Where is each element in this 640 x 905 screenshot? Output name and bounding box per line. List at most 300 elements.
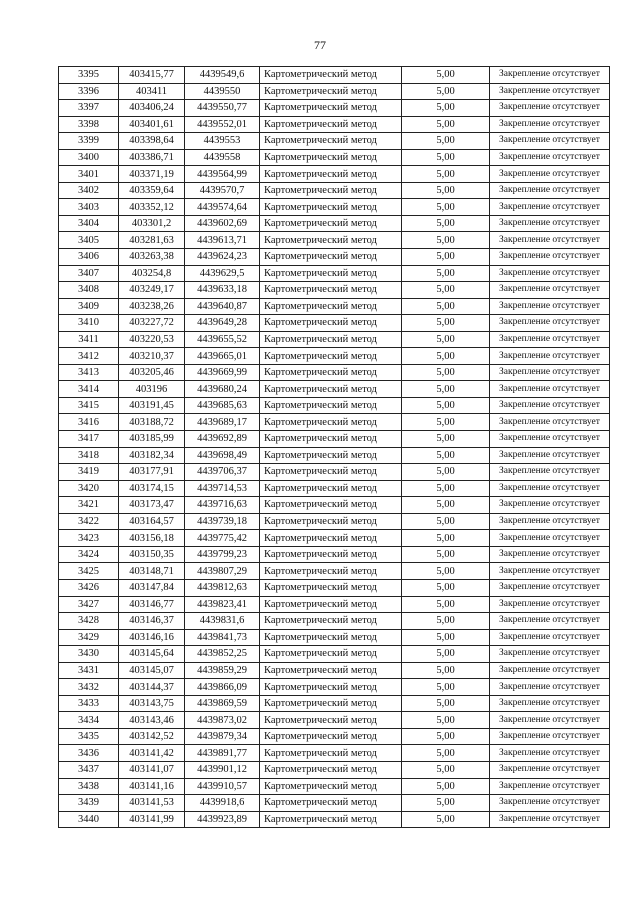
y-coordinate-cell: 4439859,29 <box>185 662 260 679</box>
fixation-cell: Закрепление отсутствует <box>490 778 610 795</box>
method-cell: Картометрический метод <box>260 480 402 497</box>
table-row <box>59 728 610 745</box>
method-cell: Картометрический метод <box>260 199 402 216</box>
method-cell: Картометрический метод <box>260 629 402 646</box>
y-coordinate-cell: 4439807,29 <box>185 563 260 580</box>
table-row <box>59 761 610 778</box>
accuracy-cell: 5,00 <box>402 778 490 795</box>
point-number-cell: 3404 <box>59 215 119 232</box>
table-row <box>59 83 610 100</box>
fixation-cell: Закрепление отсутствует <box>490 629 610 646</box>
table-row <box>59 381 610 398</box>
y-coordinate-cell: 4439665,01 <box>185 348 260 365</box>
accuracy-cell: 5,00 <box>402 182 490 199</box>
accuracy-cell: 5,00 <box>402 331 490 348</box>
fixation-cell: Закрепление отсутствует <box>490 116 610 133</box>
accuracy-cell: 5,00 <box>402 546 490 563</box>
table-row <box>59 530 610 547</box>
fixation-cell: Закрепление отсутствует <box>490 811 610 828</box>
table-row <box>59 298 610 315</box>
table-row <box>59 795 610 812</box>
accuracy-cell: 5,00 <box>402 282 490 299</box>
method-cell: Картометрический метод <box>260 596 402 613</box>
point-number-cell: 3400 <box>59 149 119 166</box>
method-cell: Картометрический метод <box>260 282 402 299</box>
point-number-cell: 3431 <box>59 662 119 679</box>
fixation-cell: Закрепление отсутствует <box>490 546 610 563</box>
method-cell: Картометрический метод <box>260 497 402 514</box>
fixation-cell: Закрепление отсутствует <box>490 695 610 712</box>
point-number-cell: 3427 <box>59 596 119 613</box>
method-cell: Картометрический метод <box>260 182 402 199</box>
fixation-cell: Закрепление отсутствует <box>490 745 610 762</box>
y-coordinate-cell: 4439613,71 <box>185 232 260 249</box>
method-cell: Картометрический метод <box>260 331 402 348</box>
fixation-cell: Закрепление отсутствует <box>490 331 610 348</box>
accuracy-cell: 5,00 <box>402 67 490 84</box>
y-coordinate-cell: 4439706,37 <box>185 464 260 481</box>
point-number-cell: 3406 <box>59 249 119 266</box>
method-cell: Картометрический метод <box>260 249 402 266</box>
coordinates-table-body <box>59 67 610 828</box>
y-coordinate-cell: 4439812,63 <box>185 579 260 596</box>
x-coordinate-cell: 403220,53 <box>119 331 185 348</box>
point-number-cell: 3439 <box>59 795 119 812</box>
y-coordinate-cell: 4439564,99 <box>185 166 260 183</box>
table-row <box>59 464 610 481</box>
point-number-cell: 3413 <box>59 364 119 381</box>
fixation-cell: Закрепление отсутствует <box>490 662 610 679</box>
method-cell: Картометрический метод <box>260 728 402 745</box>
table-row <box>59 166 610 183</box>
method-cell: Картометрический метод <box>260 795 402 812</box>
table-row <box>59 563 610 580</box>
accuracy-cell: 5,00 <box>402 613 490 630</box>
accuracy-cell: 5,00 <box>402 497 490 514</box>
point-number-cell: 3428 <box>59 613 119 630</box>
x-coordinate-cell: 403146,77 <box>119 596 185 613</box>
fixation-cell: Закрепление отсутствует <box>490 464 610 481</box>
fixation-cell: Закрепление отсутствует <box>490 795 610 812</box>
method-cell: Картометрический метод <box>260 232 402 249</box>
y-coordinate-cell: 4439640,87 <box>185 298 260 315</box>
accuracy-cell: 5,00 <box>402 579 490 596</box>
fixation-cell: Закрепление отсутствует <box>490 447 610 464</box>
y-coordinate-cell: 4439879,34 <box>185 728 260 745</box>
point-number-cell: 3436 <box>59 745 119 762</box>
fixation-cell: Закрепление отсутствует <box>490 381 610 398</box>
fixation-cell: Закрепление отсутствует <box>490 397 610 414</box>
accuracy-cell: 5,00 <box>402 464 490 481</box>
point-number-cell: 3421 <box>59 497 119 514</box>
x-coordinate-cell: 403145,64 <box>119 646 185 663</box>
method-cell: Картометрический метод <box>260 530 402 547</box>
fixation-cell: Закрепление отсутствует <box>490 315 610 332</box>
fixation-cell: Закрепление отсутствует <box>490 265 610 282</box>
x-coordinate-cell: 403148,71 <box>119 563 185 580</box>
accuracy-cell: 5,00 <box>402 761 490 778</box>
y-coordinate-cell: 4439550,77 <box>185 100 260 117</box>
method-cell: Картометрический метод <box>260 149 402 166</box>
table-row <box>59 579 610 596</box>
fixation-cell: Закрепление отсутствует <box>490 215 610 232</box>
point-number-cell: 3438 <box>59 778 119 795</box>
y-coordinate-cell: 4439873,02 <box>185 712 260 729</box>
point-number-cell: 3426 <box>59 579 119 596</box>
point-number-cell: 3411 <box>59 331 119 348</box>
x-coordinate-cell: 403185,99 <box>119 431 185 448</box>
y-coordinate-cell: 4439714,53 <box>185 480 260 497</box>
table-row <box>59 215 610 232</box>
x-coordinate-cell: 403143,46 <box>119 712 185 729</box>
table-row <box>59 447 610 464</box>
point-number-cell: 3432 <box>59 679 119 696</box>
fixation-cell: Закрепление отсутствует <box>490 579 610 596</box>
y-coordinate-cell: 4439698,49 <box>185 447 260 464</box>
point-number-cell: 3433 <box>59 695 119 712</box>
method-cell: Картометрический метод <box>260 579 402 596</box>
x-coordinate-cell: 403144,37 <box>119 679 185 696</box>
accuracy-cell: 5,00 <box>402 381 490 398</box>
y-coordinate-cell: 4439553 <box>185 133 260 150</box>
method-cell: Картометрический метод <box>260 100 402 117</box>
method-cell: Картометрический метод <box>260 397 402 414</box>
x-coordinate-cell: 403411 <box>119 83 185 100</box>
point-number-cell: 3437 <box>59 761 119 778</box>
table-row <box>59 497 610 514</box>
y-coordinate-cell: 4439891,77 <box>185 745 260 762</box>
table-row <box>59 199 610 216</box>
accuracy-cell: 5,00 <box>402 232 490 249</box>
table-row <box>59 712 610 729</box>
method-cell: Картометрический метод <box>260 116 402 133</box>
point-number-cell: 3414 <box>59 381 119 398</box>
accuracy-cell: 5,00 <box>402 480 490 497</box>
fixation-cell: Закрепление отсутствует <box>490 149 610 166</box>
fixation-cell: Закрепление отсутствует <box>490 182 610 199</box>
y-coordinate-cell: 4439739,18 <box>185 513 260 530</box>
method-cell: Картометрический метод <box>260 563 402 580</box>
x-coordinate-cell: 403146,16 <box>119 629 185 646</box>
accuracy-cell: 5,00 <box>402 629 490 646</box>
table-row <box>59 282 610 299</box>
y-coordinate-cell: 4439692,89 <box>185 431 260 448</box>
accuracy-cell: 5,00 <box>402 414 490 431</box>
accuracy-cell: 5,00 <box>402 596 490 613</box>
table-row <box>59 613 610 630</box>
point-number-cell: 3398 <box>59 116 119 133</box>
point-number-cell: 3417 <box>59 431 119 448</box>
y-coordinate-cell: 4439901,12 <box>185 761 260 778</box>
accuracy-cell: 5,00 <box>402 116 490 133</box>
table-row <box>59 265 610 282</box>
y-coordinate-cell: 4439570,7 <box>185 182 260 199</box>
x-coordinate-cell: 403249,17 <box>119 282 185 299</box>
fixation-cell: Закрепление отсутствует <box>490 513 610 530</box>
accuracy-cell: 5,00 <box>402 133 490 150</box>
table-row <box>59 646 610 663</box>
table-row <box>59 662 610 679</box>
table-row <box>59 133 610 150</box>
method-cell: Картометрический метод <box>260 546 402 563</box>
y-coordinate-cell: 4439574,64 <box>185 199 260 216</box>
method-cell: Картометрический метод <box>260 348 402 365</box>
y-coordinate-cell: 4439549,6 <box>185 67 260 84</box>
table-row <box>59 149 610 166</box>
point-number-cell: 3410 <box>59 315 119 332</box>
fixation-cell: Закрепление отсутствует <box>490 298 610 315</box>
y-coordinate-cell: 4439624,23 <box>185 249 260 266</box>
accuracy-cell: 5,00 <box>402 530 490 547</box>
x-coordinate-cell: 403191,45 <box>119 397 185 414</box>
table-row <box>59 546 610 563</box>
method-cell: Картометрический метод <box>260 745 402 762</box>
y-coordinate-cell: 4439633,18 <box>185 282 260 299</box>
point-number-cell: 3397 <box>59 100 119 117</box>
point-number-cell: 3416 <box>59 414 119 431</box>
accuracy-cell: 5,00 <box>402 265 490 282</box>
point-number-cell: 3422 <box>59 513 119 530</box>
x-coordinate-cell: 403205,46 <box>119 364 185 381</box>
fixation-cell: Закрепление отсутствует <box>490 563 610 580</box>
point-number-cell: 3440 <box>59 811 119 828</box>
table-row <box>59 745 610 762</box>
method-cell: Картометрический метод <box>260 298 402 315</box>
x-coordinate-cell: 403146,37 <box>119 613 185 630</box>
point-number-cell: 3399 <box>59 133 119 150</box>
y-coordinate-cell: 4439923,89 <box>185 811 260 828</box>
accuracy-cell: 5,00 <box>402 166 490 183</box>
x-coordinate-cell: 403156,18 <box>119 530 185 547</box>
accuracy-cell: 5,00 <box>402 199 490 216</box>
table-row <box>59 431 610 448</box>
x-coordinate-cell: 403143,75 <box>119 695 185 712</box>
x-coordinate-cell: 403141,42 <box>119 745 185 762</box>
table-row <box>59 513 610 530</box>
table-row <box>59 232 610 249</box>
point-number-cell: 3405 <box>59 232 119 249</box>
method-cell: Картометрический метод <box>260 613 402 630</box>
fixation-cell: Закрепление отсутствует <box>490 348 610 365</box>
y-coordinate-cell: 4439680,24 <box>185 381 260 398</box>
table-row <box>59 100 610 117</box>
y-coordinate-cell: 4439552,01 <box>185 116 260 133</box>
method-cell: Картометрический метод <box>260 447 402 464</box>
method-cell: Картометрический метод <box>260 67 402 84</box>
fixation-cell: Закрепление отсутствует <box>490 67 610 84</box>
accuracy-cell: 5,00 <box>402 215 490 232</box>
x-coordinate-cell: 403398,64 <box>119 133 185 150</box>
point-number-cell: 3396 <box>59 83 119 100</box>
fixation-cell: Закрепление отсутствует <box>490 431 610 448</box>
point-number-cell: 3402 <box>59 182 119 199</box>
method-cell: Картометрический метод <box>260 662 402 679</box>
y-coordinate-cell: 4439841,73 <box>185 629 260 646</box>
table-row <box>59 116 610 133</box>
accuracy-cell: 5,00 <box>402 397 490 414</box>
accuracy-cell: 5,00 <box>402 83 490 100</box>
x-coordinate-cell: 403141,07 <box>119 761 185 778</box>
x-coordinate-cell: 403196 <box>119 381 185 398</box>
fixation-cell: Закрепление отсутствует <box>490 199 610 216</box>
x-coordinate-cell: 403210,37 <box>119 348 185 365</box>
table-row <box>59 629 610 646</box>
x-coordinate-cell: 403141,53 <box>119 795 185 812</box>
fixation-cell: Закрепление отсутствует <box>490 761 610 778</box>
x-coordinate-cell: 403281,63 <box>119 232 185 249</box>
x-coordinate-cell: 403145,07 <box>119 662 185 679</box>
method-cell: Картометрический метод <box>260 83 402 100</box>
x-coordinate-cell: 403238,26 <box>119 298 185 315</box>
y-coordinate-cell: 4439775,42 <box>185 530 260 547</box>
y-coordinate-cell: 4439558 <box>185 149 260 166</box>
x-coordinate-cell: 403415,77 <box>119 67 185 84</box>
table-row <box>59 397 610 414</box>
method-cell: Картометрический метод <box>260 513 402 530</box>
x-coordinate-cell: 403142,52 <box>119 728 185 745</box>
accuracy-cell: 5,00 <box>402 795 490 812</box>
x-coordinate-cell: 403188,72 <box>119 414 185 431</box>
method-cell: Картометрический метод <box>260 811 402 828</box>
y-coordinate-cell: 4439550 <box>185 83 260 100</box>
point-number-cell: 3418 <box>59 447 119 464</box>
fixation-cell: Закрепление отсутствует <box>490 613 610 630</box>
fixation-cell: Закрепление отсутствует <box>490 166 610 183</box>
accuracy-cell: 5,00 <box>402 646 490 663</box>
x-coordinate-cell: 403352,12 <box>119 199 185 216</box>
accuracy-cell: 5,00 <box>402 348 490 365</box>
y-coordinate-cell: 4439689,17 <box>185 414 260 431</box>
x-coordinate-cell: 403227,72 <box>119 315 185 332</box>
fixation-cell: Закрепление отсутствует <box>490 497 610 514</box>
x-coordinate-cell: 403301,2 <box>119 215 185 232</box>
accuracy-cell: 5,00 <box>402 447 490 464</box>
accuracy-cell: 5,00 <box>402 315 490 332</box>
method-cell: Картометрический метод <box>260 464 402 481</box>
x-coordinate-cell: 403254,8 <box>119 265 185 282</box>
fixation-cell: Закрепление отсутствует <box>490 414 610 431</box>
y-coordinate-cell: 4439669,99 <box>185 364 260 381</box>
table-row <box>59 414 610 431</box>
fixation-cell: Закрепление отсутствует <box>490 646 610 663</box>
table-row <box>59 364 610 381</box>
method-cell: Картометрический метод <box>260 414 402 431</box>
x-coordinate-cell: 403150,35 <box>119 546 185 563</box>
table-row <box>59 596 610 613</box>
fixation-cell: Закрепление отсутствует <box>490 679 610 696</box>
accuracy-cell: 5,00 <box>402 811 490 828</box>
y-coordinate-cell: 4439655,52 <box>185 331 260 348</box>
point-number-cell: 3412 <box>59 348 119 365</box>
method-cell: Картометрический метод <box>260 315 402 332</box>
method-cell: Картометрический метод <box>260 381 402 398</box>
y-coordinate-cell: 4439866,09 <box>185 679 260 696</box>
method-cell: Картометрический метод <box>260 166 402 183</box>
point-number-cell: 3435 <box>59 728 119 745</box>
x-coordinate-cell: 403177,91 <box>119 464 185 481</box>
point-number-cell: 3434 <box>59 712 119 729</box>
accuracy-cell: 5,00 <box>402 745 490 762</box>
table-row <box>59 778 610 795</box>
point-number-cell: 3419 <box>59 464 119 481</box>
point-number-cell: 3409 <box>59 298 119 315</box>
y-coordinate-cell: 4439831,6 <box>185 613 260 630</box>
point-number-cell: 3429 <box>59 629 119 646</box>
page-number: 77 <box>314 38 326 52</box>
point-number-cell: 3425 <box>59 563 119 580</box>
accuracy-cell: 5,00 <box>402 662 490 679</box>
table-row <box>59 331 610 348</box>
accuracy-cell: 5,00 <box>402 364 490 381</box>
point-number-cell: 3403 <box>59 199 119 216</box>
accuracy-cell: 5,00 <box>402 513 490 530</box>
accuracy-cell: 5,00 <box>402 563 490 580</box>
method-cell: Картометрический метод <box>260 265 402 282</box>
method-cell: Картометрический метод <box>260 215 402 232</box>
y-coordinate-cell: 4439823,41 <box>185 596 260 613</box>
x-coordinate-cell: 403263,38 <box>119 249 185 266</box>
fixation-cell: Закрепление отсутствует <box>490 249 610 266</box>
coordinates-table <box>58 66 610 828</box>
y-coordinate-cell: 4439918,6 <box>185 795 260 812</box>
fixation-cell: Закрепление отсутствует <box>490 282 610 299</box>
table-row <box>59 67 610 84</box>
x-coordinate-cell: 403164,57 <box>119 513 185 530</box>
x-coordinate-cell: 403141,99 <box>119 811 185 828</box>
point-number-cell: 3430 <box>59 646 119 663</box>
fixation-cell: Закрепление отсутствует <box>490 480 610 497</box>
x-coordinate-cell: 403182,34 <box>119 447 185 464</box>
table-row <box>59 182 610 199</box>
y-coordinate-cell: 4439716,63 <box>185 497 260 514</box>
point-number-cell: 3395 <box>59 67 119 84</box>
point-number-cell: 3424 <box>59 546 119 563</box>
method-cell: Картометрический метод <box>260 695 402 712</box>
accuracy-cell: 5,00 <box>402 149 490 166</box>
point-number-cell: 3423 <box>59 530 119 547</box>
accuracy-cell: 5,00 <box>402 249 490 266</box>
table-row <box>59 811 610 828</box>
y-coordinate-cell: 4439685,63 <box>185 397 260 414</box>
fixation-cell: Закрепление отсутствует <box>490 100 610 117</box>
fixation-cell: Закрепление отсутствует <box>490 712 610 729</box>
y-coordinate-cell: 4439852,25 <box>185 646 260 663</box>
method-cell: Картометрический метод <box>260 679 402 696</box>
point-number-cell: 3415 <box>59 397 119 414</box>
x-coordinate-cell: 403141,16 <box>119 778 185 795</box>
method-cell: Картометрический метод <box>260 761 402 778</box>
accuracy-cell: 5,00 <box>402 679 490 696</box>
y-coordinate-cell: 4439649,28 <box>185 315 260 332</box>
table-row <box>59 695 610 712</box>
fixation-cell: Закрепление отсутствует <box>490 232 610 249</box>
method-cell: Картометрический метод <box>260 778 402 795</box>
point-number-cell: 3408 <box>59 282 119 299</box>
y-coordinate-cell: 4439910,57 <box>185 778 260 795</box>
table-row <box>59 348 610 365</box>
method-cell: Картометрический метод <box>260 364 402 381</box>
accuracy-cell: 5,00 <box>402 298 490 315</box>
method-cell: Картометрический метод <box>260 712 402 729</box>
x-coordinate-cell: 403174,15 <box>119 480 185 497</box>
x-coordinate-cell: 403371,19 <box>119 166 185 183</box>
method-cell: Картометрический метод <box>260 646 402 663</box>
fixation-cell: Закрепление отсутствует <box>490 133 610 150</box>
x-coordinate-cell: 403386,71 <box>119 149 185 166</box>
fixation-cell: Закрепление отсутствует <box>490 728 610 745</box>
fixation-cell: Закрепление отсутствует <box>490 596 610 613</box>
accuracy-cell: 5,00 <box>402 712 490 729</box>
